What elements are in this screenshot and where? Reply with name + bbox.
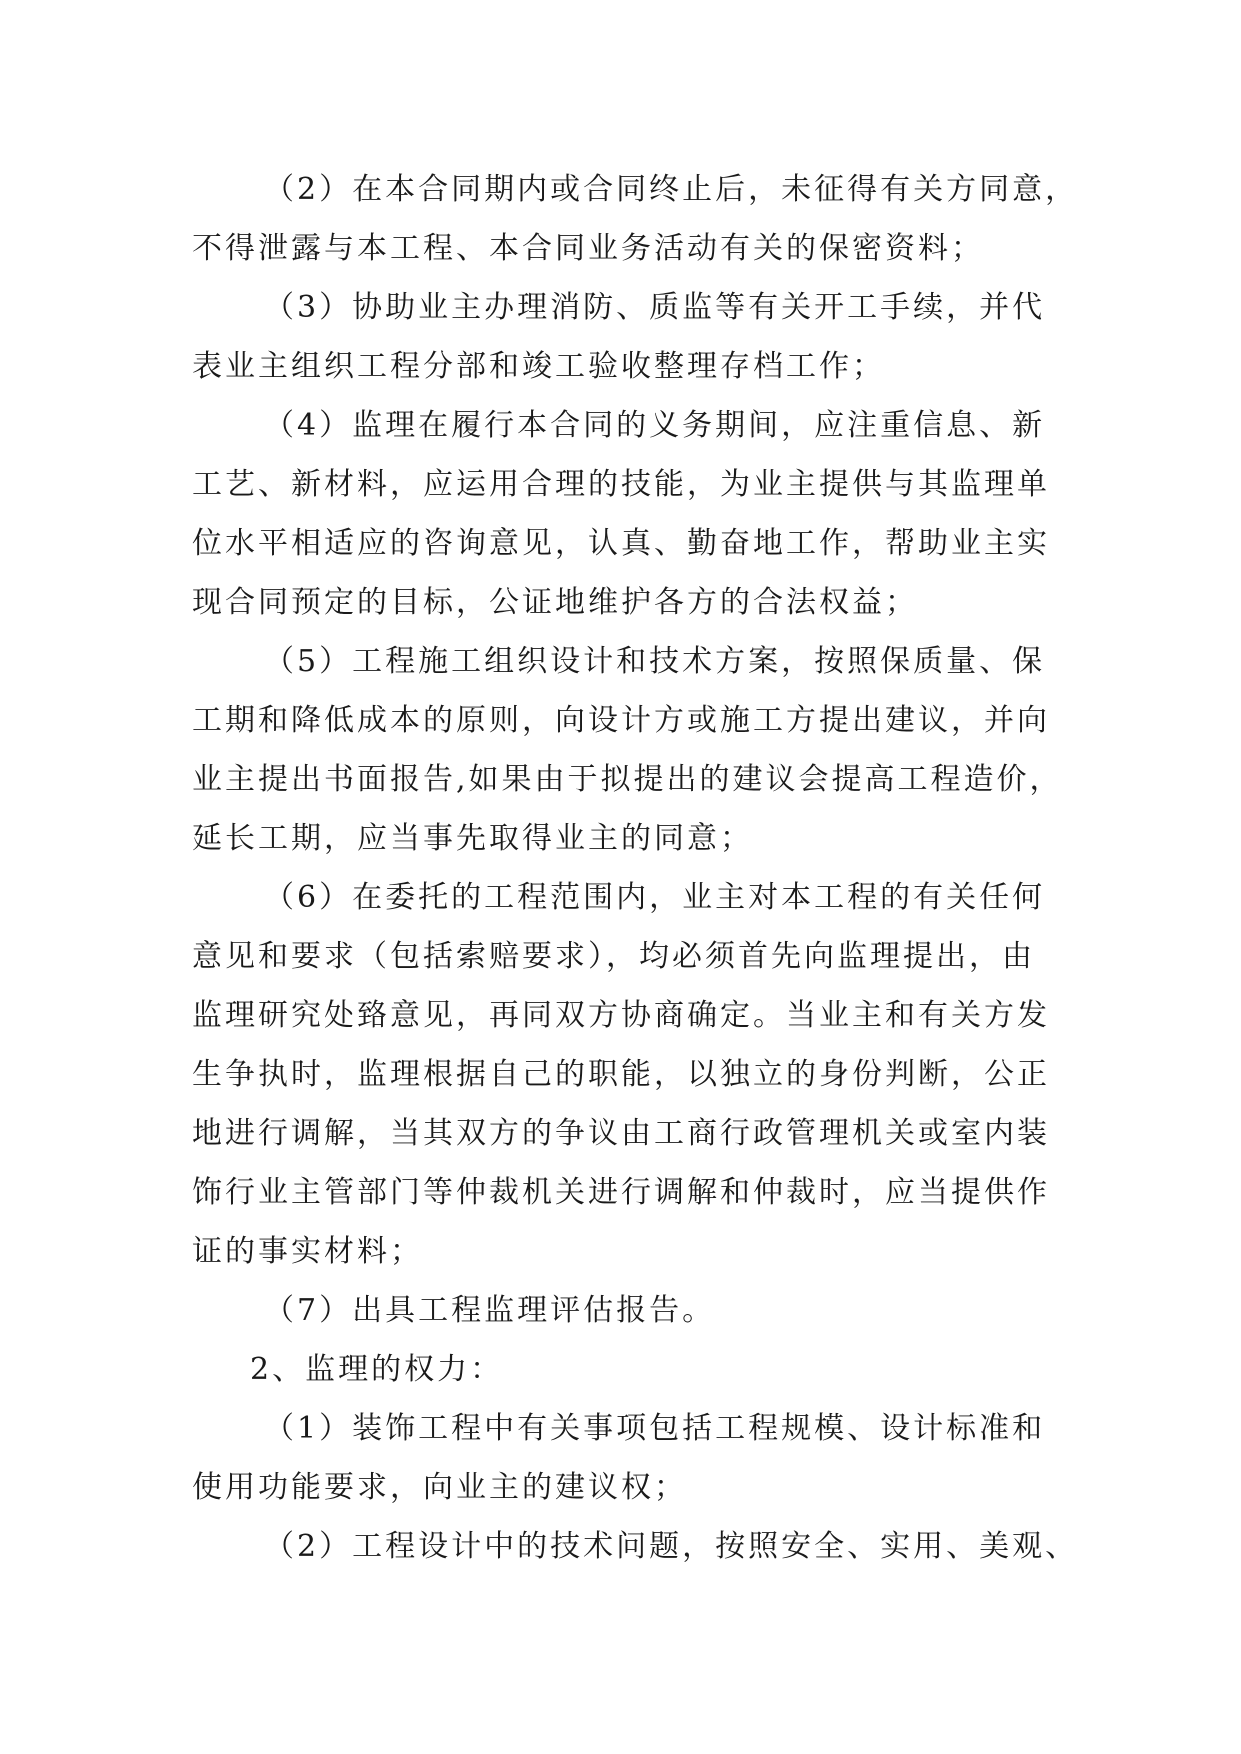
paragraph-line: 工艺、新材料，应运用合理的技能，为业主提供与其监理单 bbox=[192, 467, 1050, 502]
paragraph-line: 生争执时，监理根据自己的职能，以独立的身份判断，公正 bbox=[192, 1057, 1050, 1092]
paragraph-line: （7）出具工程监理评估报告。 bbox=[264, 1293, 716, 1328]
paragraph-line: 地进行调解，当其双方的争议由工商行政管理机关或室内装 bbox=[192, 1116, 1050, 1151]
paragraph-line: （4）监理在履行本合同的义务期间，应注重信息、新 bbox=[264, 408, 1046, 443]
section-heading: 2、监理的权力： bbox=[250, 1352, 504, 1387]
paragraph-line: 证的事实材料； bbox=[192, 1234, 423, 1269]
paragraph-line: （1）装饰工程中有关事项包括工程规模、设计标准和 bbox=[264, 1411, 1046, 1446]
paragraph-line: 不得泄露与本工程、本合同业务活动有关的保密资料； bbox=[192, 231, 984, 266]
paragraph-line: 现合同预定的目标，公证地维护各方的合法权益； bbox=[192, 585, 918, 620]
paragraph-line: 使用功能要求，向业主的建议权； bbox=[192, 1470, 687, 1505]
paragraph-line: 表业主组织工程分部和竣工验收整理存档工作； bbox=[192, 349, 885, 384]
paragraph-line: 饰行业主管部门等仲裁机关进行调解和仲裁时，应当提供作 bbox=[192, 1175, 1050, 1210]
paragraph-line: 业主提出书面报告,如果由于拟提出的建议会提高工程造价， bbox=[192, 762, 1063, 797]
paragraph-line: （2）工程设计中的技术问题，按照安全、实用、美观、 bbox=[264, 1529, 1079, 1564]
document-body bbox=[192, 160, 1079, 1576]
paragraph-line: 延长工期，应当事先取得业主的同意； bbox=[192, 821, 753, 856]
paragraph-line: （2）在本合同期内或合同终止后，未征得有关方同意， bbox=[264, 172, 1079, 207]
paragraph-line: （5）工程施工组织设计和技术方案，按照保质量、保 bbox=[264, 644, 1046, 679]
paragraph-line: 监理研究处臵意见，再同双方协商确定。当业主和有关方发 bbox=[192, 998, 1050, 1033]
paragraph-line: （6）在委托的工程范围内，业主对本工程的有关任何 bbox=[264, 880, 1046, 915]
paragraph-line: 位水平相适应的咨询意见，认真、勤奋地工作，帮助业主实 bbox=[192, 526, 1050, 561]
paragraph-line: 工期和降低成本的原则，向设计方或施工方提出建议，并向 bbox=[192, 703, 1050, 738]
paragraph-line: （3）协助业主办理消防、质监等有关开工手续，并代 bbox=[264, 290, 1046, 325]
paragraph-line: 意见和要求（包括索赔要求），均必须首先向监理提出，由 bbox=[192, 939, 1035, 974]
